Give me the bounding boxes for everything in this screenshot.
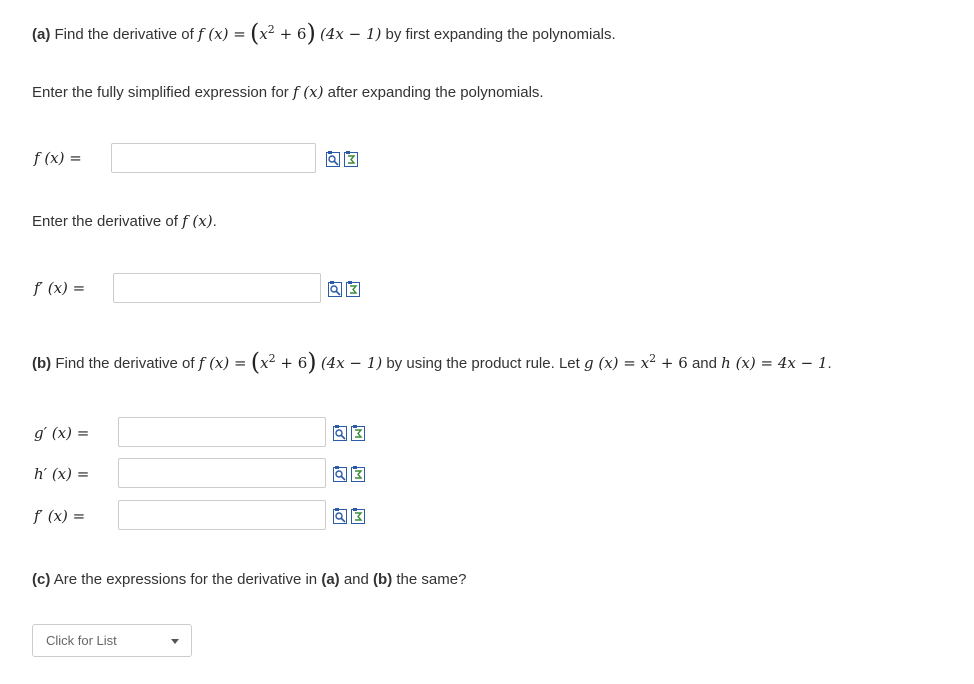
preview-icon[interactable]: [328, 281, 343, 297]
part-b-function-lhs: f (x) =: [198, 354, 247, 372]
input-label-fprime-b: f′ (x) =: [34, 507, 86, 525]
h-definition: h (x) = 4x − 1: [721, 354, 828, 372]
part-b-text-before: Find the derivative of: [55, 355, 195, 372]
ref-a: (a): [321, 571, 340, 588]
equation-editor-icon[interactable]: [351, 466, 366, 482]
derivative-b-input[interactable]: [118, 500, 326, 530]
input-fb-tools: [333, 508, 366, 524]
same-answer-dropdown[interactable]: [32, 624, 192, 657]
expanded-f-input[interactable]: [111, 143, 316, 173]
preview-icon[interactable]: [333, 508, 348, 524]
dropdown-label: Click for List: [46, 633, 117, 648]
part-a-prompt-derivative: Enter the derivative of f (x).: [32, 212, 217, 230]
preview-icon[interactable]: [333, 425, 348, 441]
input-label-hprime: h′ (x) =: [34, 465, 90, 483]
preview-icon[interactable]: [333, 466, 348, 482]
and-text: and: [691, 355, 717, 372]
part-b-text-middle: by using the product rule. Let: [386, 355, 580, 372]
equation-editor-icon[interactable]: [351, 425, 366, 441]
g-definition: g $(x) = x^2 + 6$: [583, 352, 688, 372]
part-b-factor2: (4x − 1): [320, 354, 383, 372]
part-a-prompt-expand: Enter the fully simplified expression for f (x) after expanding the polynomials.: [32, 83, 544, 101]
input-g-tools: [333, 425, 366, 441]
input-label-fprime-a: f′ (x) =: [34, 279, 86, 297]
part-c-label: (c): [32, 571, 51, 588]
input2-tools: [328, 281, 361, 297]
part-b-label: (b): [32, 355, 52, 372]
derivative-a-input[interactable]: [113, 273, 321, 303]
input-label-gprime: g′ (x) =: [34, 424, 90, 442]
part-a-text-after: by first expanding the polynomials.: [385, 26, 616, 43]
equation-editor-icon[interactable]: [346, 281, 361, 297]
part-a-factor1: $(x^2 + 6)$: [249, 19, 316, 47]
input1-tools: [326, 151, 359, 167]
part-c-question: (c) Are the expressions for the derivative in (a) and (b) the same?: [32, 571, 467, 588]
input-h-tools: [333, 466, 366, 482]
h-prime-input[interactable]: [118, 458, 326, 488]
prompt-math-f: f (x): [292, 83, 324, 101]
prompt2-math-f: f (x): [182, 212, 213, 230]
part-a-label: (a): [32, 26, 51, 43]
g-prime-input[interactable]: [118, 417, 326, 447]
part-a-function-lhs: f (x) =: [197, 25, 246, 43]
input-label-f: f (x) =: [34, 149, 82, 167]
preview-icon[interactable]: [326, 151, 341, 167]
equation-editor-icon[interactable]: [351, 508, 366, 524]
equation-editor-icon[interactable]: [344, 151, 359, 167]
chevron-down-icon: [171, 639, 179, 644]
part-a-question: [32, 19, 616, 47]
part-a-text-before: Find the derivative of: [54, 26, 194, 43]
part-a-factor2: (4x − 1): [320, 25, 382, 43]
ref-b: (b): [373, 571, 393, 588]
part-b-factor1: $(x^2 + 6)$: [250, 348, 317, 376]
part-b-question: (b) Find the derivative of f $(x) = (x^2 + 6) (4x - 1)$ by using the product rule. Let g $(x) = x^2 + 6$ and h (x) = 4x − 1.: [32, 348, 832, 376]
